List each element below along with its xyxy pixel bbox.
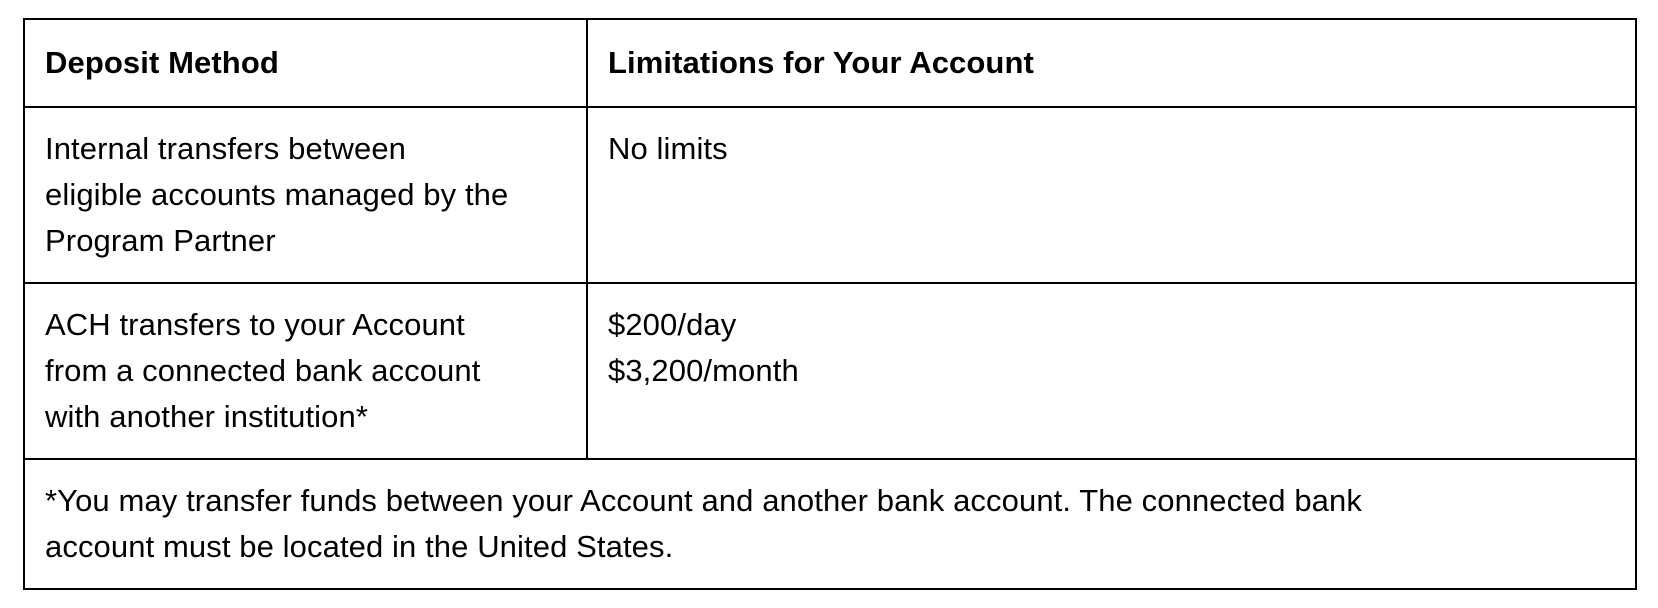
cell-text-line: Internal transfers between (45, 131, 407, 166)
cell-text-line: $3,200/month (608, 353, 799, 388)
footnote-cell (24, 459, 1636, 589)
limitation-cell (587, 107, 1636, 283)
cell-text-line: $200/day (608, 307, 737, 342)
deposit-method-cell (24, 283, 587, 459)
cell-text-line: with another institution* (45, 399, 369, 434)
cell-text-line: from a connected bank account (45, 353, 481, 388)
table-row (24, 283, 1636, 459)
header-limitations: Limitations for Your Account (587, 19, 1636, 107)
table-header-row (24, 19, 1636, 107)
deposit-limits-table (23, 18, 1637, 590)
deposit-method-cell (24, 107, 587, 283)
footnote-text-line: *You may transfer funds between your Account and another bank account. The connected bank (45, 483, 1362, 518)
cell-text-line: Program Partner (45, 223, 276, 258)
cell-text-line: eligible accounts managed by the (45, 177, 509, 212)
cell-text-line: No limits (608, 131, 728, 166)
table-row (24, 107, 1636, 283)
footnote-text-line: account must be located in the United States. (45, 529, 674, 564)
cell-text-line: ACH transfers to your Account (45, 307, 465, 342)
limitation-cell (587, 283, 1636, 459)
footnote-row (24, 459, 1636, 589)
header-deposit-method: Deposit Method (24, 19, 587, 107)
